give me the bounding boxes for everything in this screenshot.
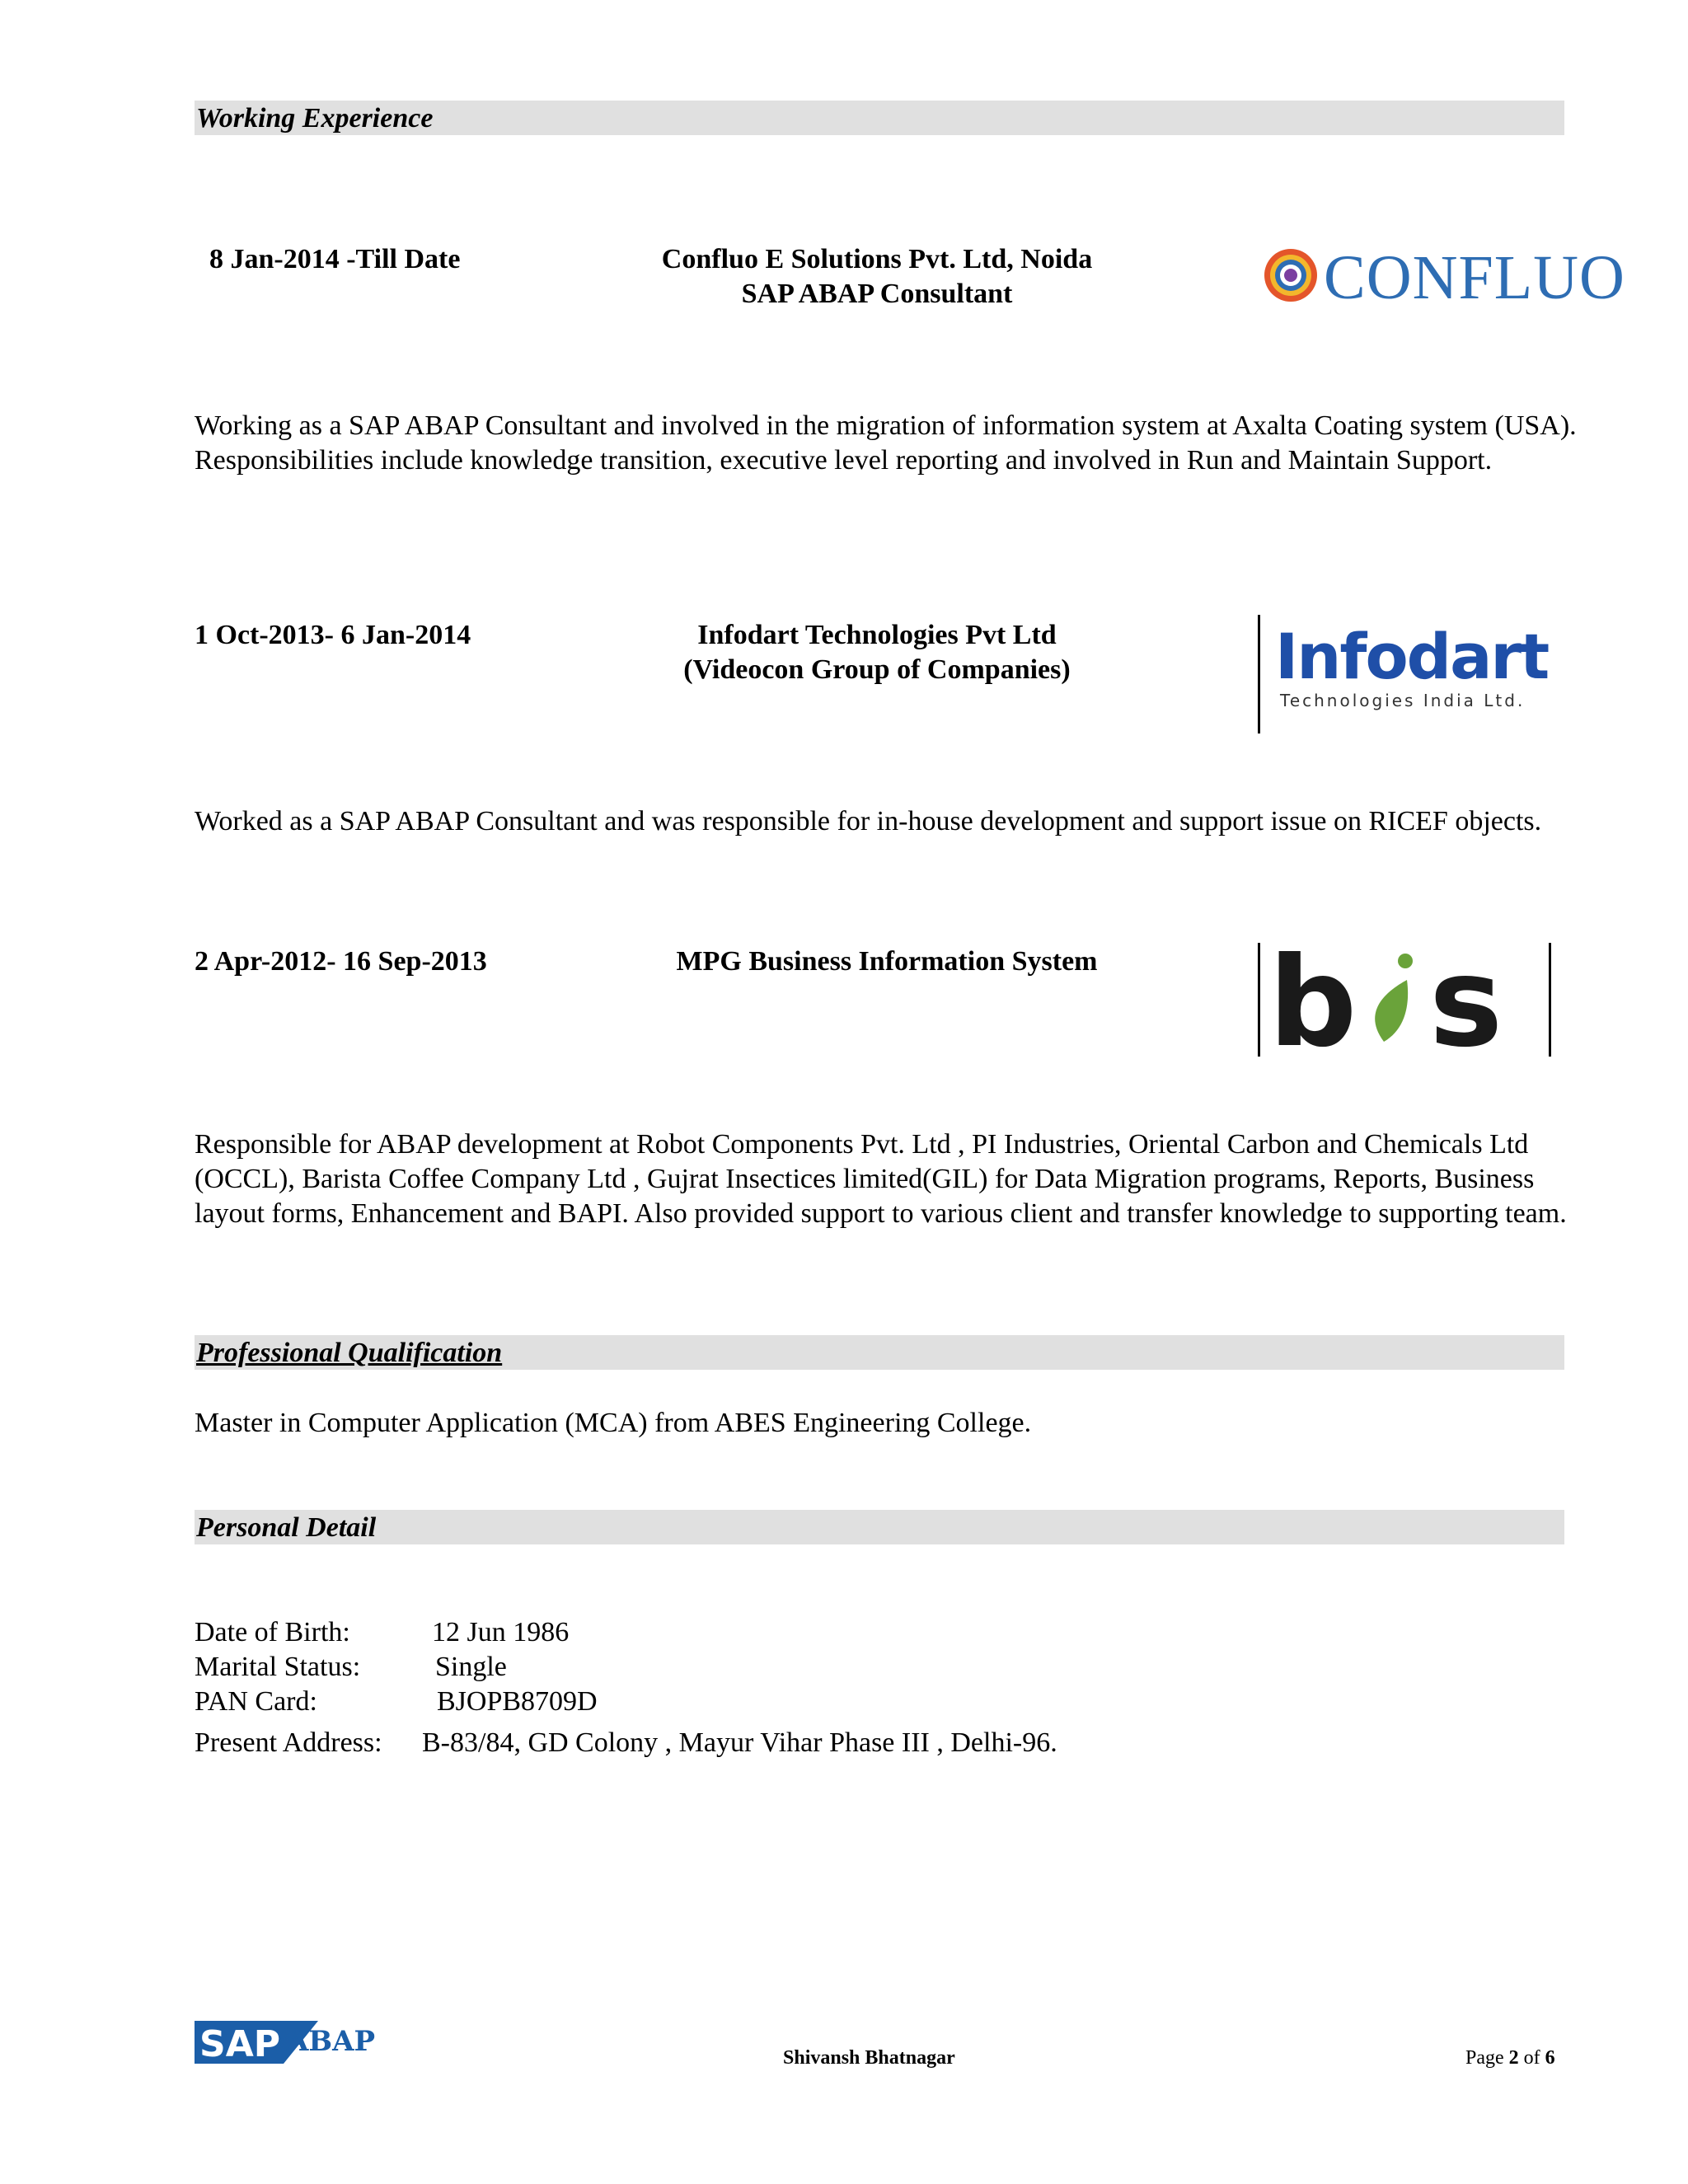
job-description: Working as a SAP ABAP Consultant and involved in the migration of information system at Axalta Coating system (USA). Responsibilities include knowledge transition, executive level reporting and involved in Run and Maintain Support. xyxy=(195,410,1577,476)
sap-logo-text: SAP xyxy=(199,2023,280,2065)
pan-value: BJOPB8709D xyxy=(437,1686,598,1717)
marital-value: Single xyxy=(435,1652,507,1682)
qualification-text: Master in Computer Application (MCA) from ABES Engineering College. xyxy=(195,1408,1032,1438)
infodart-logo xyxy=(1258,615,1549,733)
section-header-experience xyxy=(195,101,1564,135)
address-label: Present Address: xyxy=(195,1727,382,1758)
marital-label: Marital Status: xyxy=(195,1652,361,1682)
job-date: 8 Jan-2014 -Till Date xyxy=(209,244,461,274)
job-company: MPG Business Information System xyxy=(676,946,1098,977)
section-header-qualification xyxy=(195,1335,1564,1370)
address-value: B-83/84, GD Colony , Mayur Vihar Phase III , Delhi-96. xyxy=(422,1727,1057,1758)
confluo-logo xyxy=(1261,239,1625,313)
dob-value: 12 Jun 1986 xyxy=(432,1617,570,1647)
job-role: SAP ABAP Consultant xyxy=(741,279,1013,309)
bis-logo-graphic xyxy=(1260,943,1549,1057)
confluo-ring-icon xyxy=(1261,246,1327,312)
bis-logo xyxy=(1258,943,1551,1057)
svg-text:s: s xyxy=(1429,943,1503,1057)
section-title: Working Experience xyxy=(196,103,434,134)
page-number: Page 2 of 6 xyxy=(1465,2047,1555,2069)
dob-label: Date of Birth: xyxy=(195,1617,350,1647)
infodart-logo-subtext: Technologies India Ltd. xyxy=(1280,691,1526,710)
job-date: 2 Apr-2012- 16 Sep-2013 xyxy=(195,946,487,977)
section-title: Professional Qualification xyxy=(196,1338,503,1368)
section-header-personal xyxy=(195,1510,1564,1544)
job-role: (Videocon Group of Companies) xyxy=(683,654,1071,685)
abap-logo-text: ABAP xyxy=(287,2025,376,2058)
svg-text:b: b xyxy=(1268,943,1357,1057)
job-description: Worked as a SAP ABAP Consultant and was responsible for in-house development and support issue on RICEF objects. xyxy=(195,806,1542,837)
sap-abap-logo xyxy=(195,2018,409,2067)
sap-abap-logo-graphic xyxy=(195,2018,409,2067)
job-date: 1 Oct-2013- 6 Jan-2014 xyxy=(195,620,471,650)
footer-name: Shivansh Bhatnagar xyxy=(783,2047,955,2069)
job-company: Confluo E Solutions Pvt. Ltd, Noida xyxy=(661,244,1093,274)
job-company: Infodart Technologies Pvt Ltd xyxy=(697,620,1057,650)
section-title: Personal Detail xyxy=(196,1512,377,1543)
infodart-logo-text: Infodart xyxy=(1275,620,1549,693)
pan-label: PAN Card: xyxy=(195,1686,317,1717)
confluo-logo-text: CONFLUO xyxy=(1324,243,1625,312)
job-description: Responsible for ABAP development at Robot Components Pvt. Ltd , PI Industries, Oriental Carbon and Chemicals Ltd (OCCL), Barista Coffee Company Ltd , Gujrat Insectices limited(GIL) for Data Migration programs, Reports, Business layout forms, Enhancement and BAPI. Also provided support to various client and transfer knowledge to supporting team. xyxy=(195,1129,1567,1229)
